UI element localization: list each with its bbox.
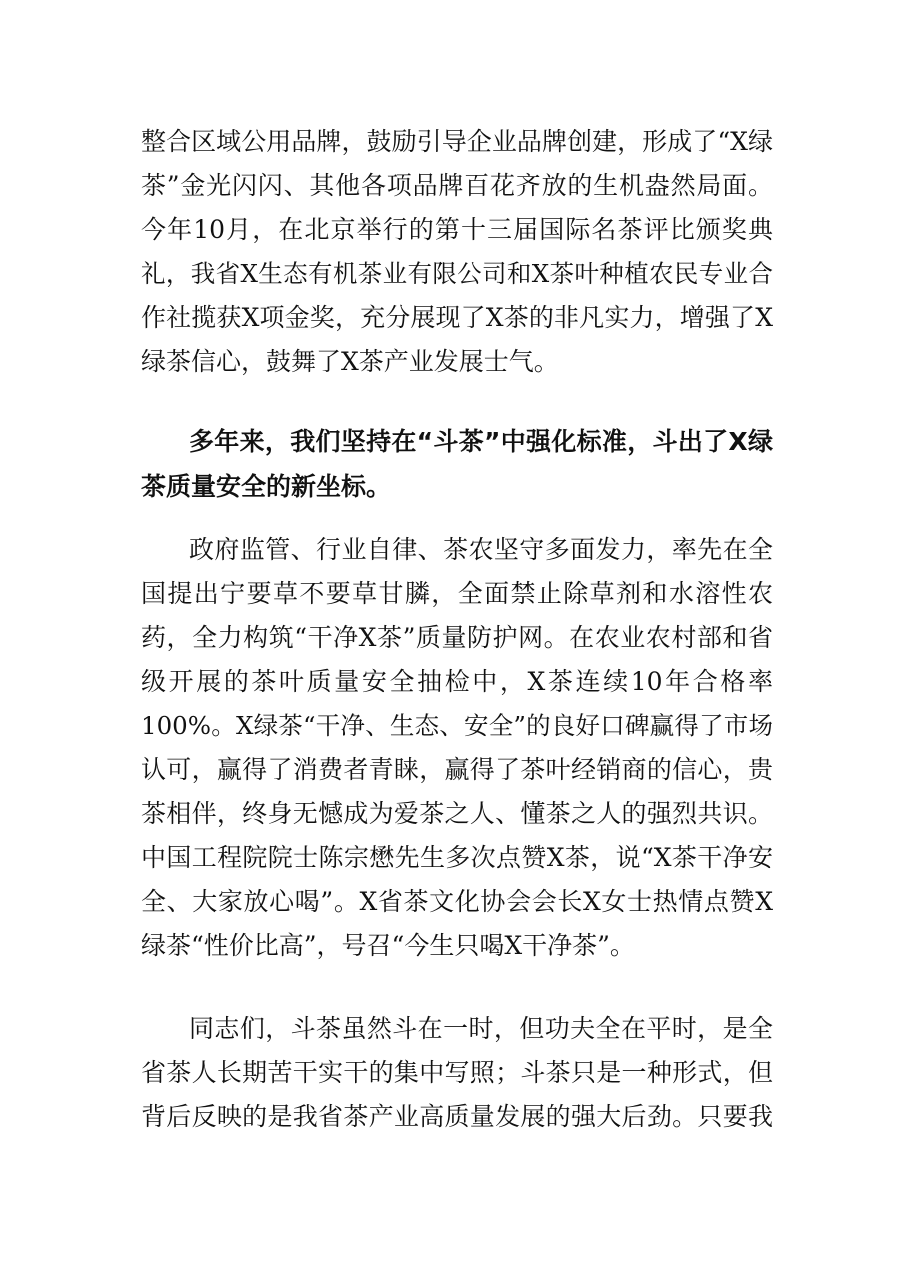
paragraph-3-line-5: 100%。X绿茶“干净、生态、安全”的良好口碑赢得了市场 <box>141 711 773 740</box>
paragraph-3-line-6: 认可，赢得了消费者青睐，赢得了茶叶经销商的信心，贵 <box>141 755 773 784</box>
paragraph-3-line-7: 茶相伴，终身无憾成为爱茶之人、懂茶之人的强烈共识。 <box>141 799 773 828</box>
section-heading-line-1: 多年来，我们坚持在“斗茶”中强化标准，斗出了X绿 <box>189 427 773 456</box>
paragraph-3-line-8: 中国工程院院士陈宗懋先生多次点赞X茶，说“X茶干净安 <box>141 843 773 872</box>
paragraph-3-line-10: 绿茶“性价比高”，号召“今生只喝X干净茶”。 <box>141 931 635 960</box>
paragraph-3-line-1: 政府监管、行业自律、茶农坚守多面发力，率先在全 <box>189 535 773 564</box>
paragraph-3-line-9: 全、大家放心喝”。X省茶文化协会会长X女士热情点赞X <box>141 887 773 916</box>
paragraph-1-line-6: 绿茶信心，鼓舞了X茶产业发展士气。 <box>141 347 559 376</box>
paragraph-1-line-2: 茶”金光闪闪、其他各项品牌百花齐放的生机盎然局面。 <box>141 171 773 200</box>
paragraph-4-line-2: 省茶人长期苦干实干的集中写照；斗茶只是一种形式，但 <box>141 1058 773 1087</box>
paragraph-3-line-4: 级开展的茶叶质量安全抽检中，X茶连续10年合格率 <box>141 667 773 696</box>
paragraph-1-line-4: 礼，我省X生态有机茶业有限公司和X茶叶种植农民专业合 <box>141 259 773 288</box>
paragraph-1-line-1: 整合区域公用品牌，鼓励引导企业品牌创建，形成了“X绿 <box>141 127 773 156</box>
paragraph-3-line-2: 国提出宁要草不要草甘膦，全面禁止除草剂和水溶性农 <box>141 579 773 608</box>
section-heading-line-2: 茶质量安全的新坐标。 <box>141 472 392 501</box>
paragraph-1-line-5: 作社揽获X项金奖，充分展现了X茶的非凡实力，增强了X <box>141 303 773 332</box>
paragraph-1-line-3: 今年10月，在北京举行的第十三届国际名茶评比颁奖典 <box>141 215 773 244</box>
paragraph-4-line-1: 同志们，斗茶虽然斗在一时，但功夫全在平时，是全 <box>189 1014 773 1043</box>
paragraph-3-line-3: 药，全力构筑“干净X茶”质量防护网。在农业农村部和省 <box>141 623 773 652</box>
paragraph-4-line-3: 背后反映的是我省茶产业高质量发展的强大后劲。只要我 <box>141 1102 773 1131</box>
